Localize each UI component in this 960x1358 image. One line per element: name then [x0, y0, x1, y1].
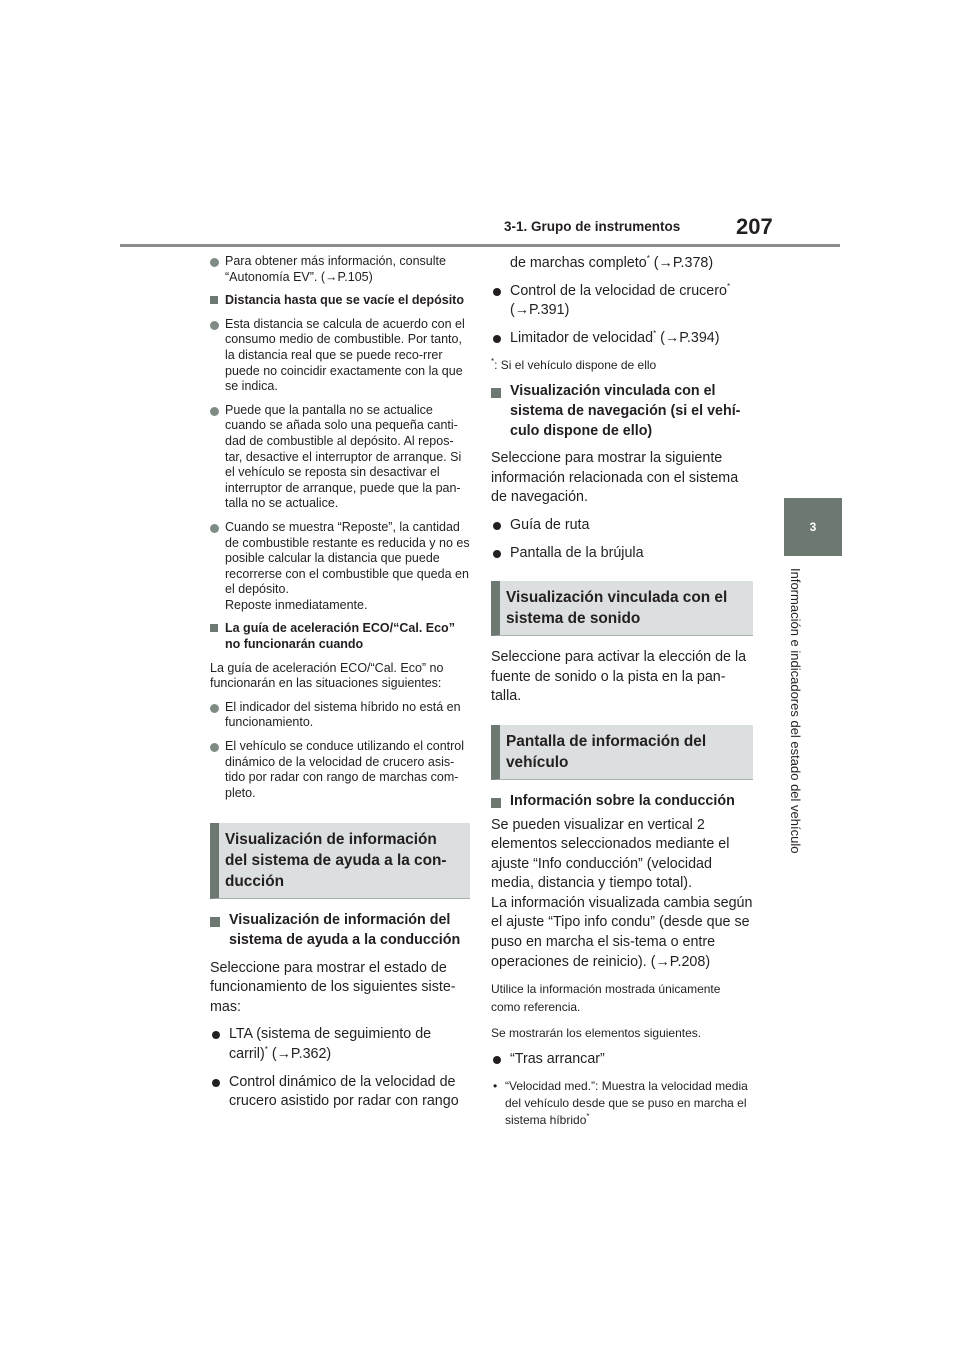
- bullet-dot-icon: [493, 522, 501, 530]
- paragraph: Seleccione para activar la elección de la fuente de sonido o la pista en la pan-talla.: [491, 649, 747, 705]
- square-marker-icon: [491, 798, 501, 808]
- paragraph: Se pueden visualizar en vertical 2 elementos seleccionados mediante el ajuste “Info conducción” (velocidad media, distancia y tiempo total).: [491, 816, 730, 892]
- bullet-dot-icon: [493, 288, 501, 296]
- right-column: [491, 254, 753, 1129]
- chapter-tab-number: 3: [809, 520, 817, 534]
- note-paragraph: Utilice la información mostrada únicamente como referencia.: [491, 982, 721, 1015]
- paragraph: La guía de aceleración ECO/“Cal. Eco” no funcionarán en las situaciones siguientes:: [210, 660, 444, 691]
- paragraph: de marchas completo* (→P.378): [510, 254, 714, 271]
- bullet-dot-icon: [210, 321, 219, 330]
- subheading: Información sobre la conducción: [491, 792, 753, 812]
- note-bullet: El indicador del sistema híbrido no está en funcionamiento.: [210, 700, 470, 731]
- bullet-dot-icon: [212, 1079, 220, 1087]
- list-item: LTA (sistema de seguimiento de carril)* (→P.362): [210, 1025, 470, 1064]
- list-item: Guía de ruta: [491, 516, 753, 536]
- section-heading-box: Visualización de información del sistema de ayuda a la con-ducción: [210, 823, 470, 899]
- section-heading-box: Visualización vinculada con el sistema de sonido: [491, 581, 753, 636]
- bullet-dot-icon: [210, 743, 219, 752]
- paragraph: Seleccione para mostrar el estado de funcionamiento de los siguientes siste-mas:: [210, 959, 456, 1015]
- note-bullet: El vehículo se conduce utilizando el control dinámico de la velocidad de crucero asis-tido por radar con rango de marchas com-pleto.: [210, 739, 470, 801]
- square-marker-icon: [210, 917, 220, 927]
- chapter-title: Información e indicadores del estado del vehículo: [788, 568, 803, 854]
- header-rule: [120, 244, 840, 247]
- note-paragraph: Se mostrarán los elementos siguientes.: [491, 1026, 702, 1041]
- chapter-title-vertical: [788, 568, 808, 878]
- bullet-dot-icon: [210, 704, 219, 713]
- bullet-char: •: [493, 1078, 498, 1093]
- subheading: La guía de aceleración ECO/“Cal. Eco” no funcionarán cuando: [210, 621, 470, 652]
- bullet-dot-icon: [210, 258, 219, 267]
- paragraph: La información visualizada cambia según el ajuste “Tipo info condu” (desde que se puso en marcha el sis-tema o entre operaciones de reinicio). (→P.208): [491, 894, 753, 970]
- subheading: Visualización vinculada con el sistema de navegación (si el vehí-culo dispone de ello): [491, 382, 753, 441]
- list-item: “Tras arrancar”: [491, 1050, 753, 1070]
- list-item: Control dinámico de la velocidad de crucero asistido por radar con rango: [210, 1073, 470, 1112]
- list-item: Control de la velocidad de crucero* (→P.391): [491, 282, 753, 321]
- square-marker-icon: [210, 296, 218, 304]
- paragraph: Seleccione para mostrar la siguiente información relacionada con el sistema de navegación.: [491, 450, 739, 506]
- chapter-tab: [784, 498, 842, 556]
- list-item: Limitador de velocidad* (→P.394): [491, 329, 753, 349]
- square-marker-icon: [491, 388, 501, 398]
- note-bullet: Puede que la pantalla no se actualice cuando se añada solo una pequeña canti-dad de combustible al depósito. Al repos-tar, desactive el interruptor de arranque. Si el vehículo se reposta sin desactivar el interruptor de arranque, puede que la pan-talla no se actualice.: [210, 403, 470, 512]
- bullet-dot-icon: [212, 1031, 220, 1039]
- page-number: 207: [736, 214, 773, 239]
- section-title: 3-1. Grupo de instrumentos: [504, 219, 681, 234]
- sub-list-item: • “Velocidad med.”: Muestra la velocidad media del vehículo desde que se puso en marcha el sistema híbrido*: [493, 1078, 748, 1127]
- section-heading-box: Pantalla de información del vehículo: [491, 725, 753, 780]
- bullet-dot-icon: [210, 524, 219, 533]
- footnote: *: Si el vehículo dispone de ello: [491, 357, 657, 373]
- bullet-dot-icon: [210, 407, 219, 416]
- note-bullet: Esta distancia se calcula de acuerdo con el consumo medio de combustible. Por tanto, la distancia real que se puede reco-rrer puede no coincidir exactamente con la que se indica.: [210, 317, 470, 395]
- note-bullet: Cuando se muestra “Reposte”, la cantidad de combustible restante es reducida y no es posible calcular la distancia que puede recorrerse con el combustible que queda en el depósito. Reposte inmediatamente.: [210, 520, 470, 614]
- left-column: [210, 254, 470, 1120]
- note-bullet: Para obtener más información, consulte “Autonomía EV”. (→P.105): [210, 254, 470, 285]
- bullet-dot-icon: [493, 1056, 501, 1064]
- subheading: Visualización de información del sistema de ayuda a la conducción: [210, 911, 470, 950]
- square-marker-icon: [210, 624, 218, 632]
- list-item: Pantalla de la brújula: [491, 544, 753, 564]
- subheading: Distancia hasta que se vacíe el depósito: [210, 293, 470, 309]
- bullet-dot-icon: [493, 550, 501, 558]
- bullet-dot-icon: [493, 335, 501, 343]
